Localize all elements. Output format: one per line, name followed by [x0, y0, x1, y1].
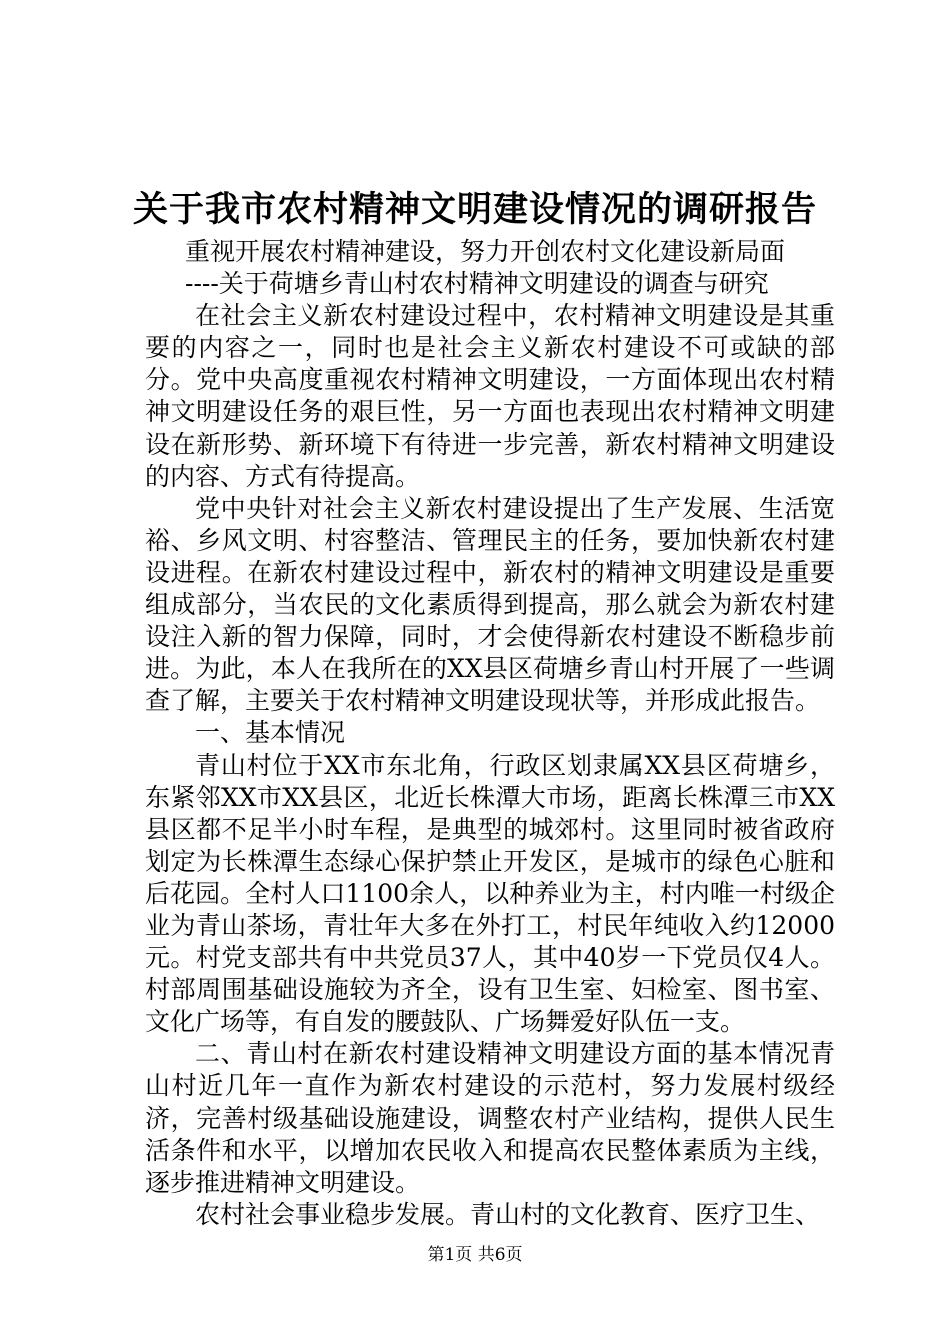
section-heading: 一、基本情况 — [195, 718, 346, 748]
paragraph: 青山村位于XX市东北角，行政区划隶属XX县区荷塘乡，东紧邻XX市XX县区，北近长株潭大市场，距离长株潭三市XX县区都不足半小时车程，是典型的城郊村。这里同时被省政府划定为长株潭生态绿心保护禁止开发区，是城市的绿色心脏和后花园。全村人口1100余人，以种养业为主，村内唯一村级企业为青山茶场，青壮年大多在外打工，村民年纯收入约12000元。村党支部共有中共党员37人，其中40岁一下党员仅4人。村部周围基础设施较为齐全，设有卫生室、妇检室、图书室、文化广场等，有自发的腰鼓队、广场舞爱好队伍一支。 — [145, 750, 835, 1037]
document-subtitle: 重视开展农村精神建设，努力开创农村文化建设新局面 — [185, 237, 786, 266]
paragraph: 二、青山村在新农村建设精神文明建设方面的基本情况青山村近几年一直作为新农村建设的示范村，努力发展村级经济，完善村级基础设施建设，调整农村产业结构，提供人民生活条件和水平，以增加农民收入和提高农民整体素质为主线，逐步推进精神文明建设。 — [145, 1039, 835, 1197]
page-number-footer: 第1页 共6页 — [427, 1245, 523, 1265]
paragraph: 在社会主义新农村建设过程中，农村精神文明建设是其重要的内容之一，同时也是社会主义新农村建设不可或缺的部分。党中央高度重视农村精神文明建设，一方面体现出农村精神文明建设任务的艰巨性，另一方面也表现出农村精神文明建设在新形势、新环境下有待进一步完善，新农村精神文明建设的内容、方式有待提高。 — [145, 301, 835, 491]
paragraph: 党中央针对社会主义新农村建设提出了生产发展、生活宽裕、乡风文明、村容整洁、管理民主的任务，要加快新农村建设进程。在新农村建设过程中，新农村的精神文明建设是重要组成部分，当农民的文化素质得到提高，那么就会为新农村建设注入新的智力保障，同时，才会使得新农村建设不断稳步前进。为此，本人在我所在的XX县区荷塘乡青山村开展了一些调查了解，主要关于农村精神文明建设现状等，并形成此报告。 — [145, 493, 835, 716]
document-body — [145, 236, 835, 1231]
document-subtitle-secondary: ----关于荷塘乡青山村农村精神文明建设的调查与研究 — [185, 269, 769, 299]
document-title: 关于我市农村精神文明建设情况的调研报告 — [132, 189, 817, 230]
paragraph: 农村社会事业稳步发展。青山村的文化教育、医疗卫生、 — [195, 1199, 821, 1229]
